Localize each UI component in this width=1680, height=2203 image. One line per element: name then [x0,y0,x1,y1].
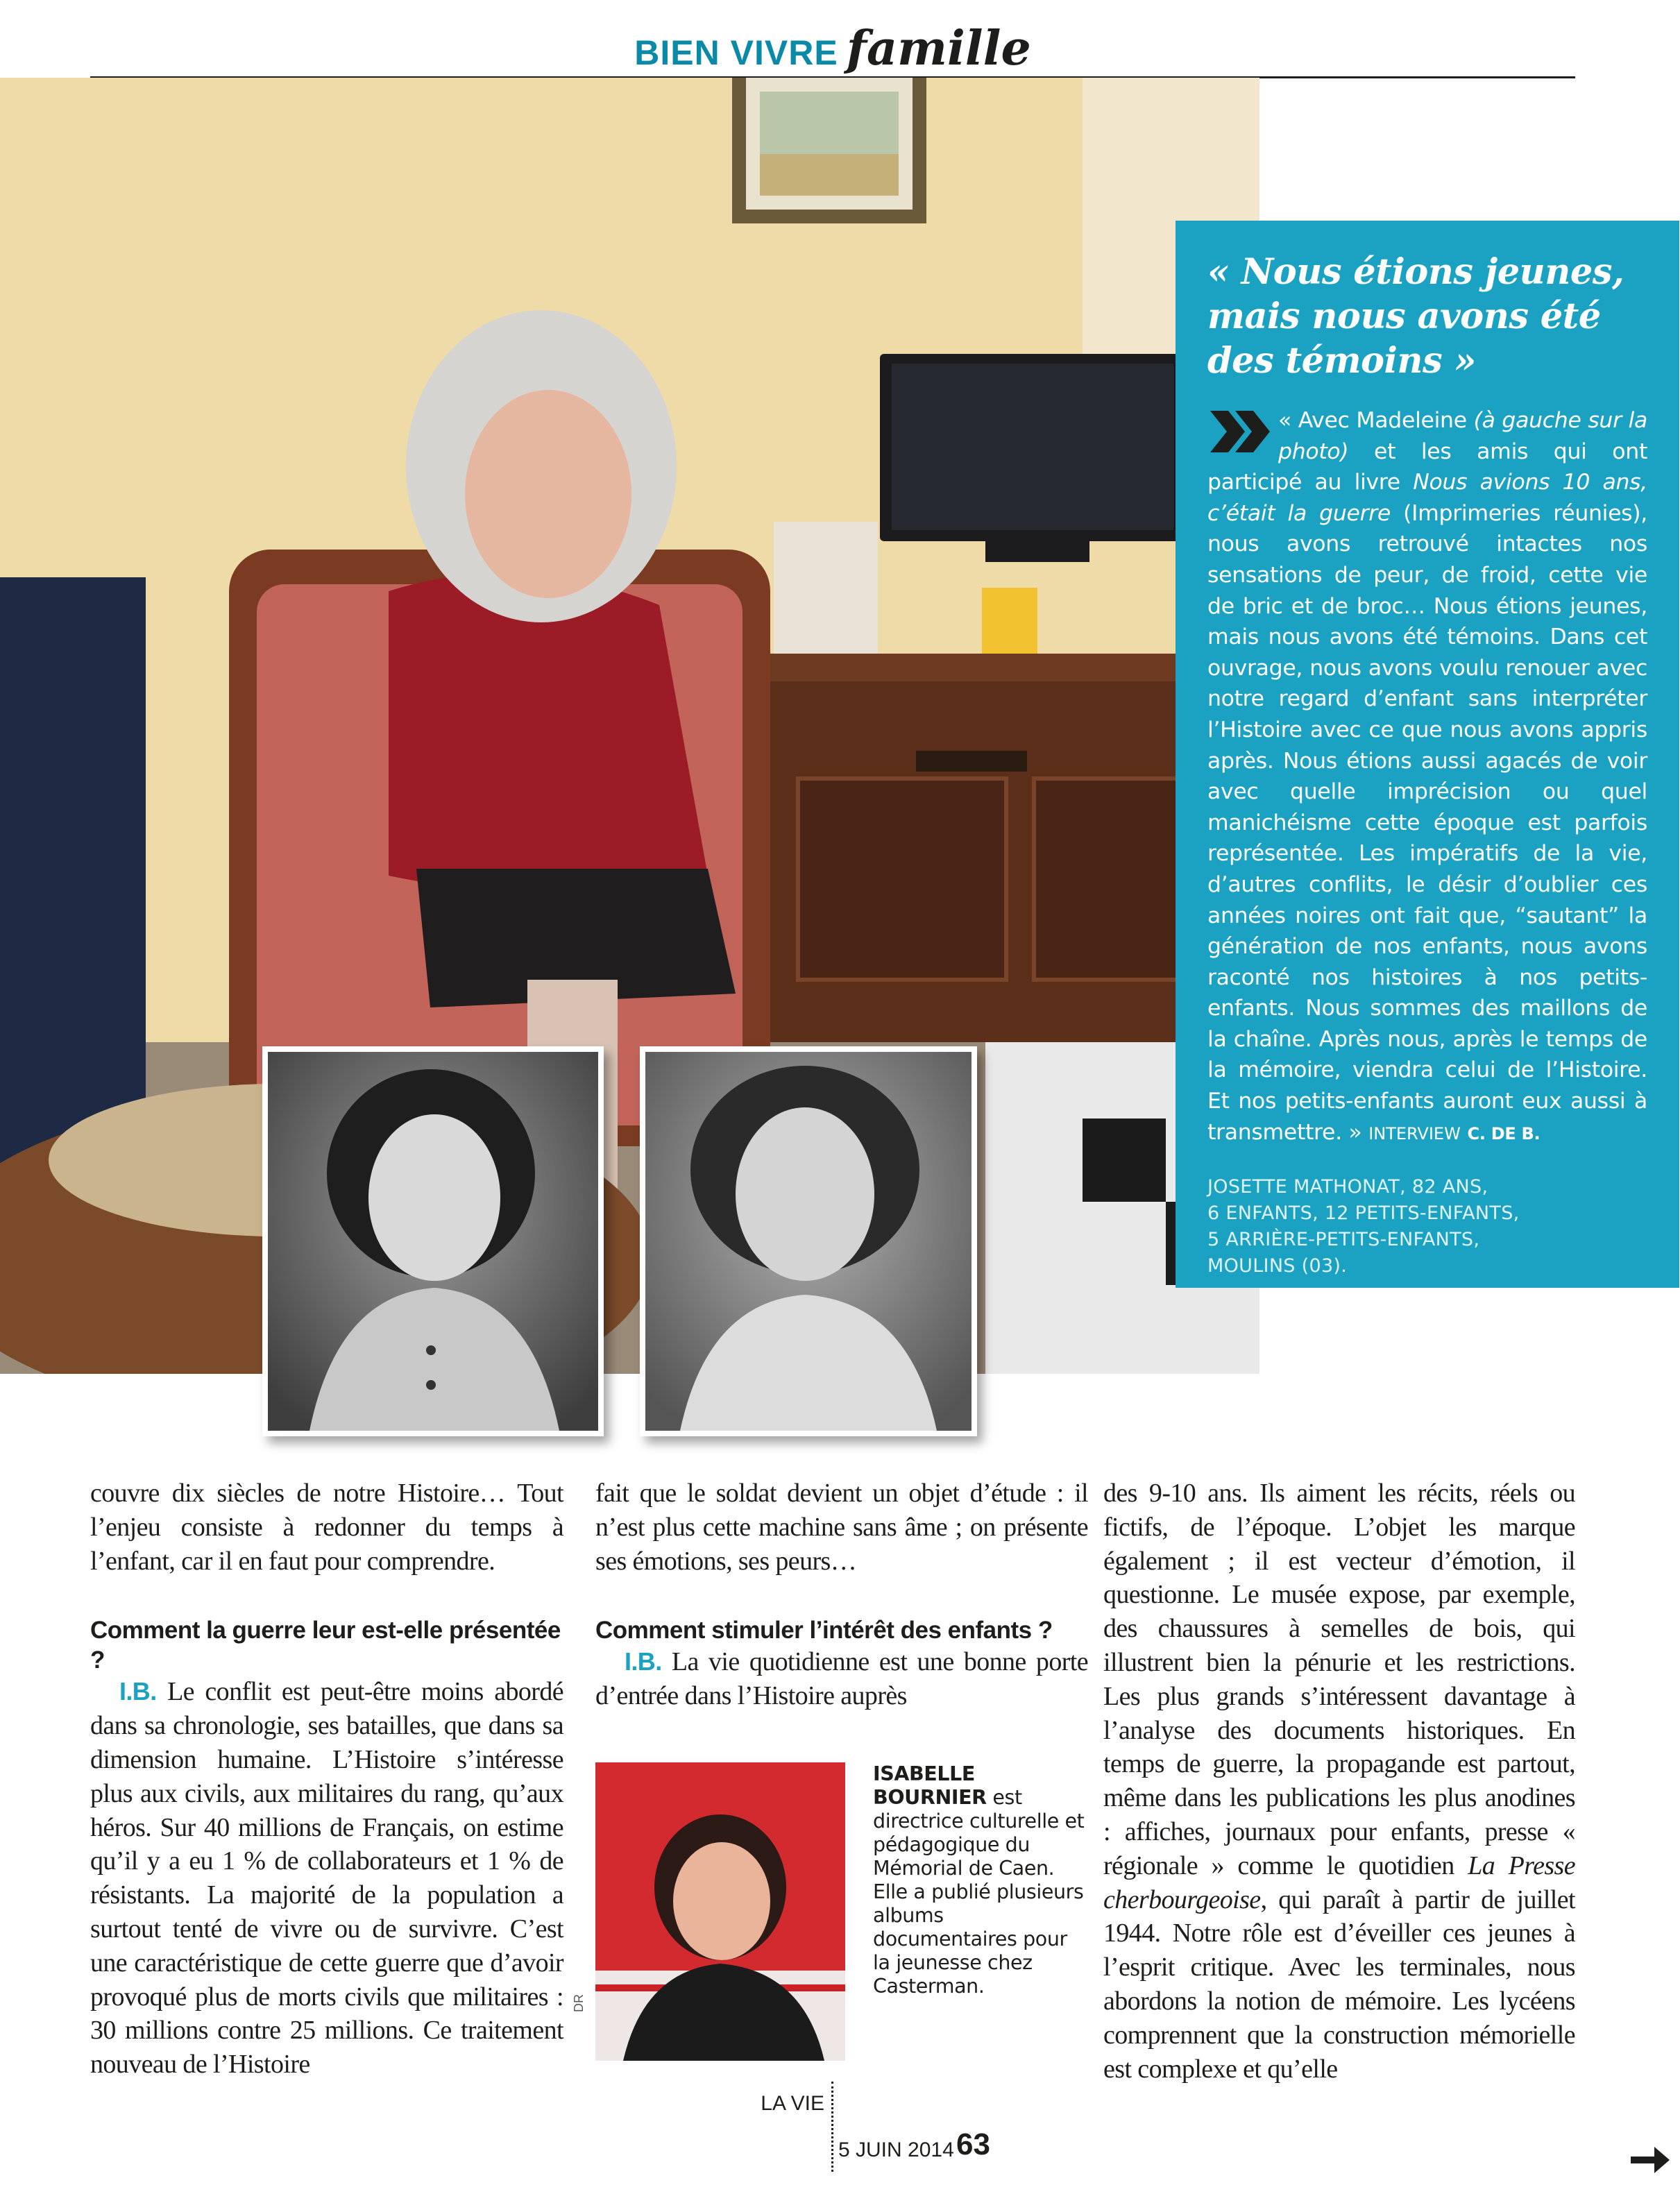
testimony-title: « Nous étions jeunes, mais nous avons été des témoins » [1207,251,1624,382]
bio-name-first: ISABELLE [873,1762,975,1785]
signature-line: MOULINS (03). [1207,1255,1348,1277]
answer-text: La vie quotidienne est une bonne porte d’entrée dans l’Histoire auprès [595,1647,1088,1711]
testimony-text [1207,405,1647,1149]
article-column-2 [595,1477,1088,1713]
article-column-1 [90,1477,563,2082]
paragraph-text: , qui paraît à partir de juillet 1944. Notre rôle est d’éveiller ces jeunes à l’esprit critique. Avec les terminales, nous abordons la notion de mémoire. Les lycéens comprennent que la construction mémorielle est complexe et qu’elle [1103,1885,1575,2084]
photo-credit: DR [572,1994,586,2012]
magazine-name: LA VIE [761,2092,824,2115]
witness-signature [1207,1174,1647,1279]
signature-line: 5 ARRIÈRE-PETITS-ENFANTS, [1207,1229,1480,1251]
interviewer-name: C. DE B. [1467,1123,1541,1143]
paragraph: fait que le soldat devient un objet d’étude : il n’est plus cette machine sans âme ; on présente ses émotions, ses peurs… [595,1479,1088,1576]
paragraph [90,1675,563,2082]
section-title [90,21,1575,76]
quote-chevrons-icon [1207,407,1274,457]
paragraph [595,1645,1088,1713]
speaker-initials: I.B. [119,1677,157,1706]
page-number: 63 [956,2127,990,2161]
author-bio [873,1762,1088,1998]
subsection-label: famille [846,21,1031,76]
interview-label: INTERVIEW [1368,1123,1461,1143]
testimony-text-part3: (Imprimeries réunies), nous avons retrouvé intactes nos sensations de peur, de froid, cette vie de bric et de broc… Nous étions jeunes, mais nous avons été témoins. Dans cet ouvrage, nous avons voulu renouer avec notre regard d’enfant sans interpréter l’Histoire avec ce que nous avons appris après. Nous étions aussi agacés de voir avec quelle imprécision ou quel manichéisme cette époque est parfois représentée. Les impératifs de la vie, d’autres conflits, le désir d’oublier ces années noires ont fait que, “sautant” la génération de nos enfants, nous avons raconté nos histoires à nos petits-enfants. Nous sommes des maillons de la chaîne. Après nous, après le temps de la mémoire, viendra celui de l’Histoire. Et nos petits-enfants auront eux aussi à transmettre. » [1207,500,1647,1145]
testimony-aside: (à gauche sur la photo) [1278,408,1648,464]
main-photo [0,78,1259,1374]
interview-question: Comment stimuler l’intérêt des enfants ? [595,1617,1053,1644]
paragraph-text: des 9-10 ans. Ils aiment les récits, réels ou fictifs, de l’époque. L’objet les marque également ; il est vecteur d’émotion, il questionne. Le musée expose, par exemple, des chaussures à semelles de bois, qui illustrent bien la pénurie et les restrictions. Les plus grands s’intéressent davantage à l’analyse des documents historiques. En temps de guerre, la propagande est partout, même dans les publications les plus anodines : affiches, journaux pour enfants, presse « régionale » comme le quotidien [1103,1479,1575,1880]
speaker-initials: I.B. [625,1647,662,1676]
testimony-box [1176,221,1679,1288]
issue-date: 5 JUIN 2014 [838,2138,954,2161]
portrait-photo [595,1762,845,2061]
next-page-arrow-icon[interactable] [1629,2143,1671,2177]
paragraph: couvre dix siècles de notre Histoire… Tout l’enjeu consiste à redonner du temps à l’enfant, car il en faut pour comprendre. [90,1479,563,1576]
newspaper-title: La Presse cherbourgeoise [1103,1851,1575,1914]
page-header [90,21,1575,78]
footer-divider [831,2082,833,2172]
bio-text: est directrice culturelle et pédagogique du Mémorial de Caen. Elle a publié plusieurs albums documentaires pour la jeunesse chez Casterman. [873,1786,1085,1998]
archive-photo-girl-2 [640,1046,977,1436]
section-label: BIEN VIVRE [634,33,838,72]
testimony-text-part2: et les amis qui ont participé au livre [1207,439,1647,495]
archive-photo-girl-1 [262,1046,604,1436]
signature-line: JOSETTE MATHONAT, 82 ANS, [1207,1176,1488,1198]
answer-text: Le conflit est peut-être moins abordé dans sa chronologie, ses batailles, que dans sa dimension humaine. L’Histoire s’intéresse plus aux civils, aux militaires du rang, qu’aux héros. Sur 40 millions de Français, on estime qu’il y a eu 1 % de collaborateurs et 1 % de résistants. La majorité de la population a surtout tenté de vivre ou de survivre. C’est une caractéristique de cette guerre que d’avoir provoqué plus de morts civils que militaires : 30 millions contre 25 millions. Ce traitement nouveau de l’Histoire [90,1677,563,2079]
signature-line: 6 ENFANTS, 12 PETITS-ENFANTS, [1207,1202,1520,1225]
bio-name-last: BOURNIER [873,1786,987,1809]
testimony-text-part1: « Avec Madeleine [1278,408,1474,433]
article-column-3 [1103,1477,1575,2086]
paragraph [1103,1477,1575,2086]
interview-question: Comment la guerre leur est-elle présentée ? [90,1617,561,1674]
book-title: Nous avions 10 ans, c’était la guerre [1207,470,1648,526]
